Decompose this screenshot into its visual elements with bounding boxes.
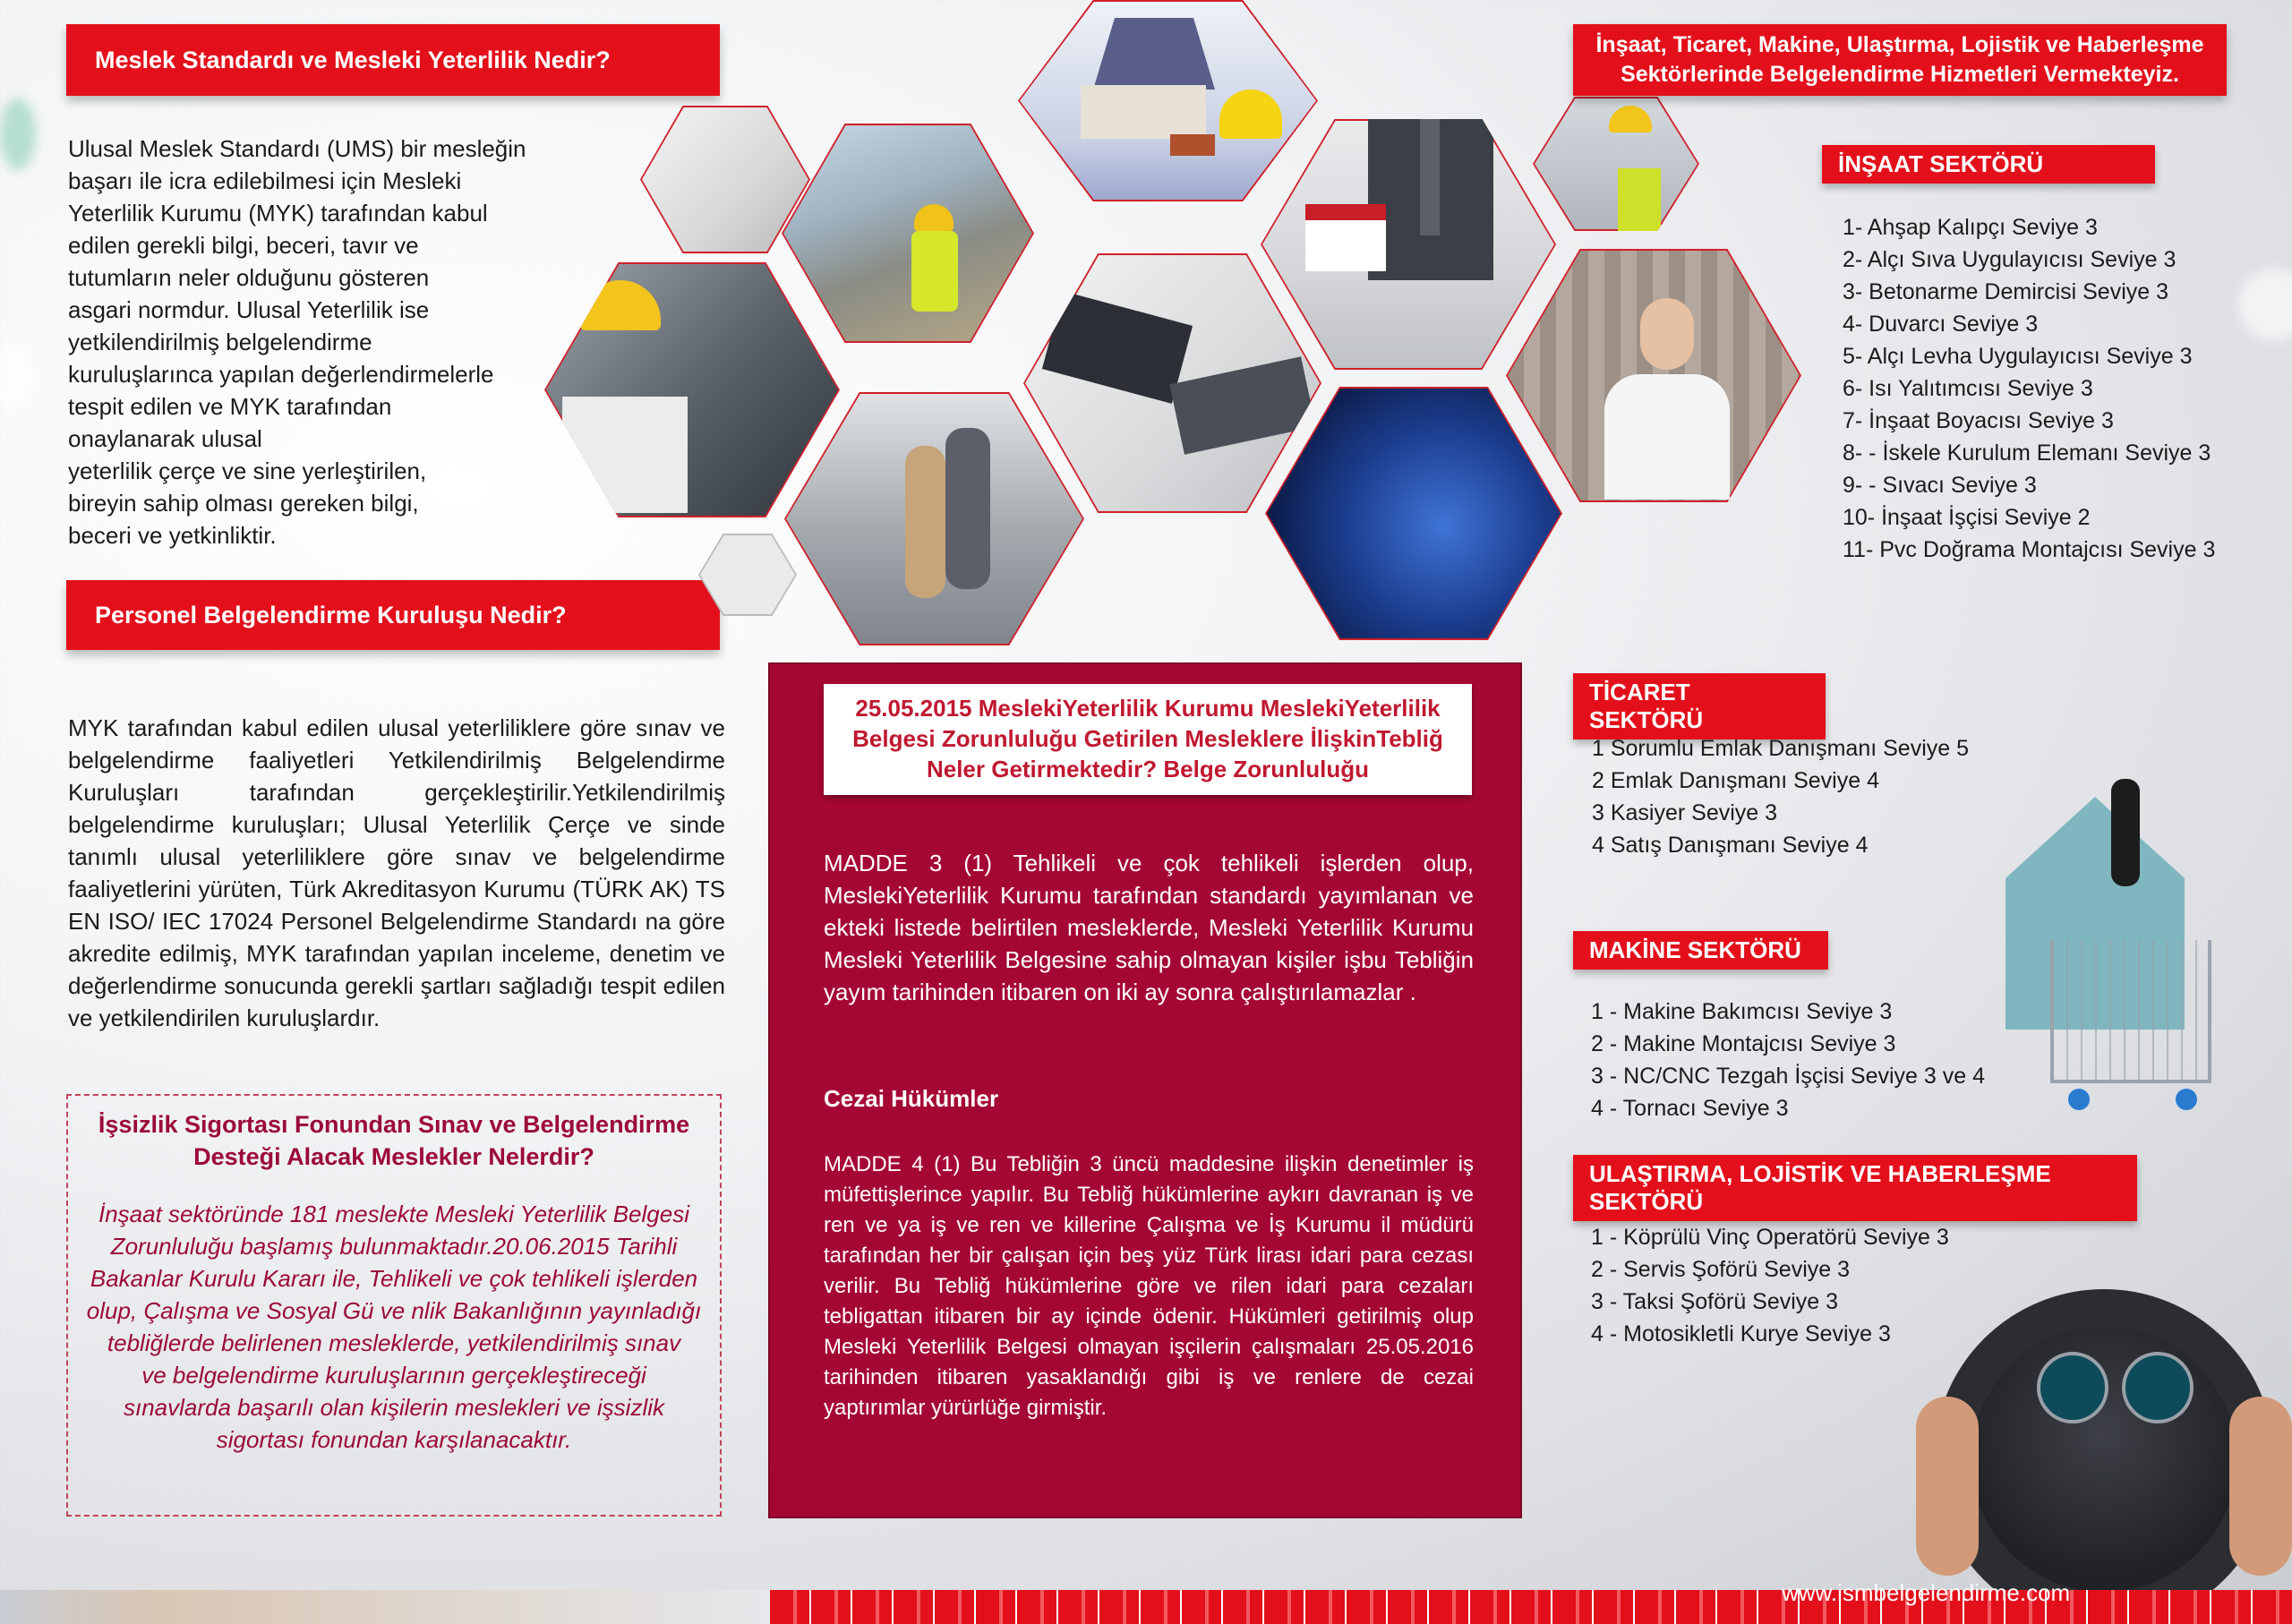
section1-line: yeterlilik çerçe ve sine yerleştirilen, (68, 457, 427, 484)
footer-strip (0, 1579, 2292, 1624)
center-title-line: 25.05.2015 MeslekiYeterlilik Kurumu MeslekiYeterlilik (855, 695, 1441, 722)
list-item: 2 - Servis Şoförü Seviye 3 (1591, 1257, 1851, 1282)
section2-body: MYK tarafından kabul edilen ulusal yeterliliklere göre sınav ve belgelendirme faaliyetleri Yetkilendirilmiş Belgelendirme Kuruluşları tarafından gerçekleştirilir.Yetkilendirilmiş belgelendirme kuruluşları; Ulusal Yeterlilik Çerçe ve sinde tanımlı ulusal yeterliliklere göre sınav ve belgelendirme faaliyetlerini yürüten, Türk Akreditasyon Kurumu (TÜRK AK) TS EN ISO/ IEC 17024 Personel Belgelendirme Standardı na göre akredite edilmiş, MYK tarafından yapılan inceleme, denetim ve değerlendirme sonucunda gerekli şartları sağladığı tespit edilen ve yetkilendirilen kuruluşlardır. (68, 714, 725, 1031)
section1-line: başarı ile icra edilebilmesi için Mesleki (68, 167, 462, 194)
list-item: 2 - Makine Montajcısı Seviye 3 (1591, 1031, 1896, 1056)
cart-wheel-shape (2176, 1089, 2197, 1110)
section3-line: Bakanlar Kurulu Kararı ile, Tehlikeli ve çok tehlikeli işlerden (90, 1265, 698, 1292)
list-item: 3- Betonarme Demircisi Seviye 3 (1843, 279, 2169, 304)
safety-vest-shape (911, 231, 958, 312)
tie-shape (1420, 119, 1440, 235)
section3-line: sigortası fonundan karşılanacaktır. (216, 1426, 572, 1453)
worker-helmet-photo (1533, 97, 1699, 231)
list-item: 10- İnşaat İşçisi Seviye 2 (1843, 505, 2091, 530)
gauge-shape (2037, 1352, 2108, 1423)
cart-shape (2050, 940, 2211, 1083)
house-wall-shape (1081, 85, 1206, 139)
woman-phone-photo (1506, 249, 1801, 502)
center-title-box (824, 684, 1472, 795)
madde4-text: MADDE 4 (1) Bu Tebliğin 3 üncü maddesine ilişkin denetimler iş müfettişlerince yapılır. Bu Tebliğ hükümlerine aykırı davranan iş ve ren ve ya iş ve ren ve killerine Çalışma ve İş Kurumu il müdürü tarafından her bir çalışan için beş yüz Türk lirası idari para cezası verilir. Bu Tebliğ hükümlerine göre ve rilen idari para cezaları tebligattan itibaren bir ay içinde ödenir. Hükümleri getirilmiş olup Mesleki Yeterlilik Belgesi olmayan işçilerin çalışmaları 25.05.2016 tarihinden itibaren yasaklandığı gibi iş ve renlere de cezai yaptırımlar yürürlüğe girmiştir. (824, 1152, 1474, 1420)
house-cart-photo (2006, 779, 2220, 1137)
list-item: 1 Sorumlu Emlak Danışmanı Seviye 5 (1592, 736, 1970, 761)
digital-handshake-photo (1265, 387, 1562, 640)
section1-line: onaylanarak ulusal (68, 425, 262, 452)
section3-line: tebliğlerde belirlenen mesleklerde, yetkilendirilmiş sınav (107, 1329, 681, 1356)
steering-wheel-shape (1934, 1289, 2274, 1624)
list-item: 3 - Taksi Şoförü Seviye 3 (1591, 1289, 1839, 1314)
hand-shape (1916, 1397, 1979, 1576)
ticaret-title: TİCARET SEKTÖRÜ (1573, 673, 1826, 739)
bokeh-light (0, 340, 36, 412)
section1-line: asgari normdur. Ulusal Yeterlilik ise (68, 296, 430, 323)
section1-line: Ulusal Meslek Standardı (UMS) bir mesleğin (68, 135, 526, 162)
ticaret-list (1592, 732, 1969, 861)
makine-list (1591, 996, 1985, 1124)
section1-line: kuruluşlarınca yapılan değerlendirmelerle (68, 361, 494, 388)
right-header-line: Sektörlerinde Belgelendirme Hizmetleri Vermekteyiz. (1621, 62, 2179, 87)
ulastirma-list (1591, 1221, 1949, 1350)
face-shape (1640, 298, 1694, 370)
red-roof-house-shape (1305, 204, 1386, 271)
list-item: 4- Duvarcı Seviye 3 (1843, 312, 2039, 337)
list-item: 2- Alçı Sıva Uygulayıcısı Seviye 3 (1843, 247, 2177, 272)
list-item: 1 - Makine Bakımcısı Seviye 3 (1591, 999, 1893, 1024)
car-showroom-photo (784, 392, 1084, 645)
ulastirma-title: ULAŞTIRMA, LOJİSTİK VE HABERLEŞME SEKTÖRÜ (1573, 1155, 2137, 1221)
shirt-shape (562, 397, 688, 513)
cezai-hukumler-title: Cezai Hükümler (824, 1085, 999, 1112)
section2-title: Personel Belgelendirme Kuruluşu Nedir? (95, 602, 567, 628)
list-item: 4 - Tornacı Seviye 3 (1591, 1096, 1789, 1121)
section1-line: Yeterlilik Kurumu (MYK) tarafından kabul (68, 200, 488, 227)
center-panel (768, 662, 1522, 1518)
person-shape (905, 446, 945, 598)
makine-title: MAKİNE SEKTÖRÜ (1573, 931, 1828, 970)
brick-shape (1170, 134, 1215, 156)
safety-vest-shape (1618, 168, 1661, 231)
insaat-title: İNŞAAT SEKTÖRÜ (1822, 145, 2155, 184)
footer-photo-left (0, 1590, 770, 1624)
right-header-line: İnşaat, Ticaret, Makine, Ulaştırma, Lojistik ve Haberleşme (1595, 32, 2204, 57)
list-item: 1 - Köprülü Vinç Operatörü Seviye 3 (1591, 1225, 1949, 1250)
construction-worker-photo (782, 124, 1034, 343)
section1-line: yetkilendirilmiş belgelendirme (68, 329, 372, 355)
list-item: 9- - Sıvacı Seviye 3 (1843, 473, 2037, 498)
insaat-list (1843, 211, 2215, 566)
section1-line: tutumların neler olduğunu gösteren (68, 264, 430, 291)
list-item: 8- - İskele Kurulum Elemanı Seviye 3 (1843, 440, 2211, 466)
mechanic-photo (544, 262, 840, 517)
hand-shape (2229, 1397, 2292, 1576)
right-header-bar (1573, 24, 2227, 96)
section3-title (68, 1108, 720, 1173)
car-key-shape (2111, 779, 2140, 886)
gauge-shape (2122, 1352, 2194, 1423)
section1-title-bar (66, 24, 720, 96)
person-shape (945, 428, 990, 589)
list-item: 3 Kasiyer Seviye 3 (1592, 800, 1778, 825)
list-item: 7- İnşaat Boyacısı Seviye 3 (1843, 408, 2114, 433)
section3-line: ve belgelendirme kuruluşlarının gerçekleştireceği (141, 1362, 646, 1389)
list-item: 4 - Motosikletli Kurye Seviye 3 (1591, 1321, 1891, 1346)
bokeh-light (2238, 269, 2292, 340)
section1-line: tespit edilen ve MYK tarafından (68, 393, 392, 420)
section1-line: bireyin sahip olması gereken bilgi, (68, 490, 419, 517)
center-title-line: Belgesi Zorunluluğu Getirilen Mesleklere İlişkinTebliğ (852, 725, 1443, 752)
section3-line: Zorunluluğu başlamış bulunmaktadır.20.06.2015 Tarihli (110, 1233, 678, 1260)
section3-title-line: Desteği Alacak Meslekler Nelerdir? (193, 1143, 594, 1170)
handshake-photo (1023, 253, 1321, 513)
shirt-shape (1604, 374, 1730, 500)
madde3-text: MADDE 3 (1) Tehlikeli ve çok tehlikeli işlerden olup, MeslekiYeterlilik Kurumu tarafından standardı yayımlanan ve ekteki listede belirtilen mesleklerde, Mesleki Yeterlilik Kurumu Mesleki Yeterlilik Belgesine sahip olmayan kişiler işbu Tebliğin yayım tarihinden itibaren on iki ay sonra çalıştırılamazlar . (824, 850, 1474, 1005)
cart-wheel-shape (2068, 1089, 2090, 1110)
steering-wheel-photo (1916, 1289, 2292, 1588)
section3-title-line: İşsizlik Sigortası Fonundan Sınav ve Belgelendirme (98, 1111, 690, 1138)
section3-line: sınavlarda başarılı olan kişilerin meslekleri ve işsizlik (124, 1394, 664, 1421)
list-item: 6- Isı Yalıtımcısı Seviye 3 (1843, 376, 2093, 401)
section2-title-bar (66, 580, 720, 650)
section3-body (68, 1198, 720, 1456)
section1-line: edilen gerekli bilgi, beceri, tavır ve (68, 232, 419, 259)
list-item: 11- Pvc Doğrama Montajcısı Seviye 3 (1843, 537, 2216, 562)
list-item: 3 - NC/CNC Tezgah İşçisi Seviye 3 ve 4 (1591, 1064, 1985, 1089)
section3-line: İnşaat sektöründe 181 meslekte Mesleki Yeterlilik Belgesi (98, 1201, 689, 1227)
list-item: 1- Ahşap Kalıpçı Seviye 3 (1843, 215, 2098, 240)
house-model-photo (1018, 0, 1318, 201)
list-item: 2 Emlak Danışmanı Seviye 4 (1592, 768, 1879, 793)
website-url[interactable]: www.ismbelgelendirme.com (1782, 1579, 2071, 1606)
list-item: 4 Satış Danışmanı Seviye 4 (1592, 833, 1869, 858)
list-item: 5- Alçı Levha Uygulayıcısı Seviye 3 (1843, 344, 2193, 369)
agent-house-keys-photo (1261, 119, 1556, 370)
center-title-line: Neler Getirmektedir? Belge Zorunluluğu (926, 756, 1370, 782)
section1-body (68, 132, 569, 551)
section3-line: olup, Çalışma ve Sosyal Gü ve nlik Bakanlığının yayınladığı (86, 1297, 702, 1324)
section1-line: beceri ve yetkinliktir. (68, 522, 277, 549)
section3-box (66, 1094, 722, 1517)
section1-title: Meslek Standardı ve Mesleki Yeterlilik Nedir? (95, 47, 611, 73)
bokeh-light (0, 98, 36, 170)
